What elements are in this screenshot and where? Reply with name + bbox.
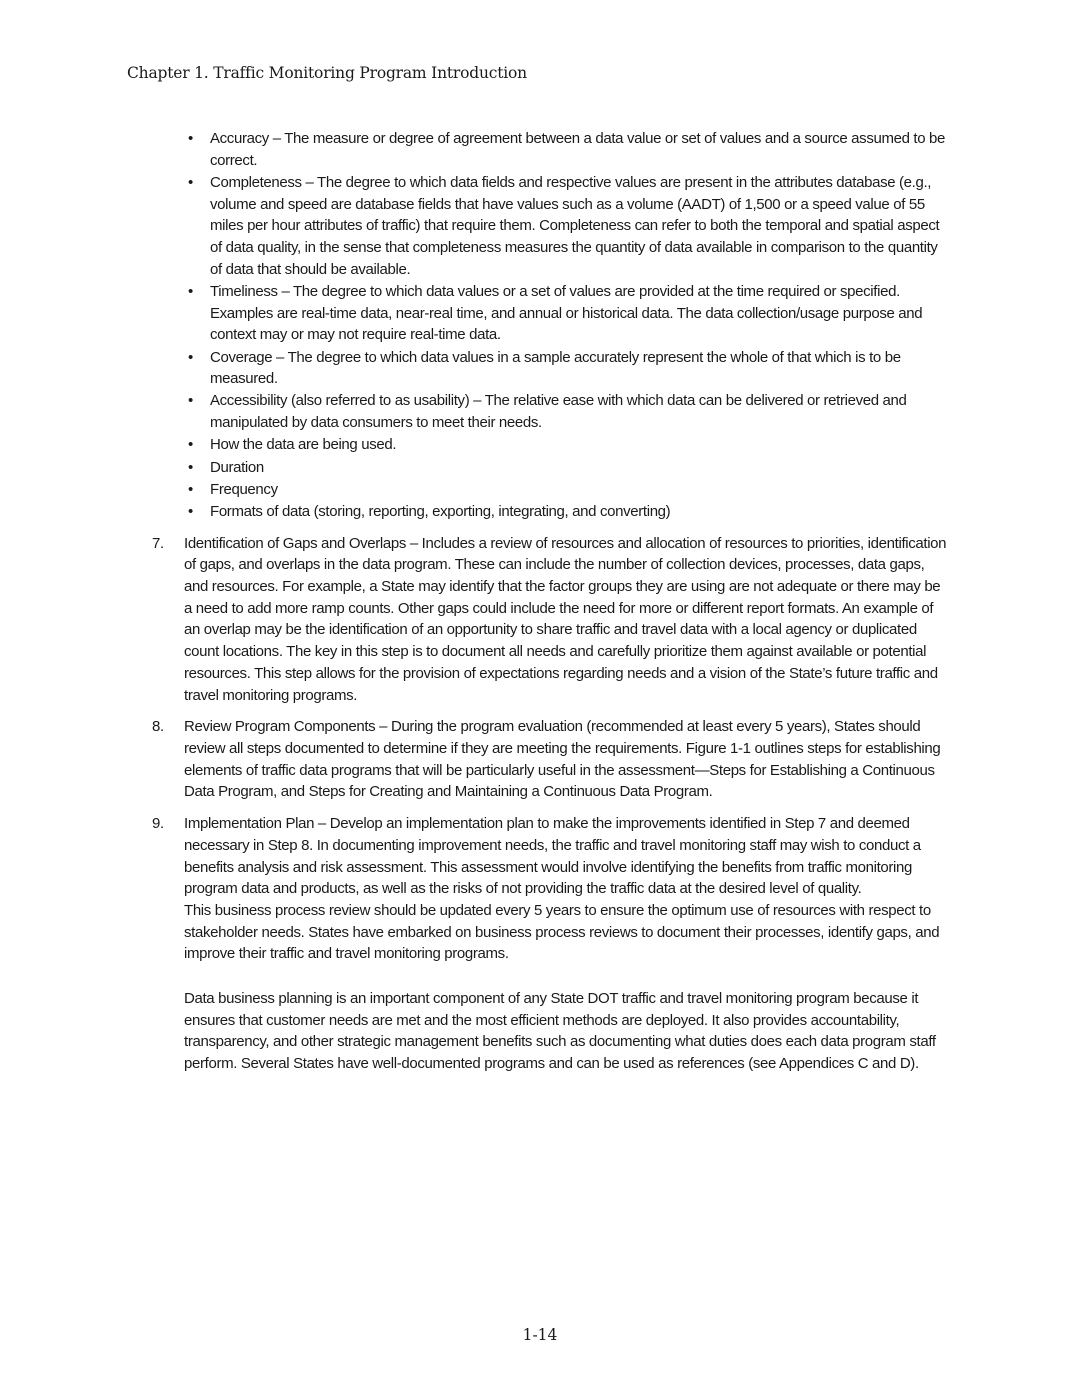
step-item-9: 9. Implementation Plan – Develop an implementation plan to make the improvements identified in Step 7 and deemed necessary in Step 8. In documenting improvement needs, the traffic and travel monitoring staff may wish to conduct a benefits analysis and risk assessment. This assessment would involve identifying the benefits from traffic monitoring program data and products, as well as the risks of not providing the traffic data at the desired level of quality. This business process review should be updated every 5 years to ensure the optimum use of resources with respect to stakeholder needs. States have embarked on business process reviews to document their processes, identify gaps, and improve their traffic and travel monitoring programs. xyxy=(184,813,950,965)
bullet-icon: • xyxy=(188,502,193,520)
step-item-8: 8. Review Program Components – During the program evaluation (recommended at least every 5 years), States should review all steps documented to determine if they are meeting the requirements. Figure 1-1 outlines steps for establishing elements of traffic data programs that will be particularly useful in the assessment—Steps for Establishing a Continuous Data Program, and Steps for Creating and Maintaining a Continuous Data Program. xyxy=(152,718,941,801)
list-item: • Duration xyxy=(210,457,950,479)
bullet-icon: • xyxy=(188,392,193,410)
list-item: • Accuracy – The measure or degree of agreement between a data value or set of values and a source assumed to be correct. xyxy=(188,130,946,169)
list-item: • Coverage – The degree to which data values in a sample accurately represent the whole of that which is to be measured. xyxy=(188,348,901,388)
step-number: 8. xyxy=(152,718,164,736)
chapter-header: Chapter 1. Traffic Monitoring Program Introduction xyxy=(127,64,527,82)
step-item-7: 7. Identification of Gaps and Overlaps – Includes a review of resources and allocation of resources to priorities, identification of gaps, and overlaps in the data program. These can include the number of collection devices, processes, data gaps, and resources. For example, a State may identify that the factor groups they are using are not adequate or there may be a need to add more ramp counts. Other gaps could include the need for more or different report formats. An example of an overlap may be the identification of an opportunity to share traffic and travel data with a local agency or duplicated count locations. The key in this step is to document all needs and carefully prioritize them against available or potential resources. This step allows for the provision of expectations regarding needs and a vision of the State’s future traffic and travel monitoring programs. xyxy=(152,534,947,704)
bullet-icon: • xyxy=(188,480,193,498)
bullet-icon: • xyxy=(188,282,193,300)
list-item: • Formats of data (storing, reporting, exporting, integrating, and converting) xyxy=(210,501,950,523)
list-item: • Frequency xyxy=(210,479,950,501)
step-continuation: This business process review should be updated every 5 years to ensure the optimum use of resources with respect to stakeholder needs. States have embarked on business process reviews to document their processes, identify gaps, and improve their traffic and travel monitoring programs. xyxy=(184,901,940,963)
list-item: • How the data are being used. xyxy=(210,434,950,456)
bullet-icon: • xyxy=(188,173,193,191)
page-body xyxy=(150,128,950,1075)
step-number: 7. xyxy=(152,534,164,552)
bullet-icon: • xyxy=(188,348,193,366)
step-number: 9. xyxy=(152,815,164,833)
page-number: 1-14 xyxy=(522,1326,558,1344)
list-item: • Accessibility (also referred to as usability) – The relative ease with which data can be delivered or retrieved and manipulated by data consumers to meet their needs. xyxy=(188,392,907,432)
bullet-icon: • xyxy=(188,436,193,454)
data-quality-bullet-list xyxy=(150,128,950,523)
list-item: • Completeness – The degree to which data fields and respective values are present in the attributes database (e.g., volume and speed are database fields that have values such as a volume (AADT) of 1,500 or a speed value of 55 miles per hour attributes of traffic) that require them. Completeness can refer to both the temporal and spatial aspect of data quality, in the sense that completeness measures the quantity of data available in comparison to the quantity of data that should be available. xyxy=(188,173,940,278)
bullet-icon: • xyxy=(188,130,193,147)
bullet-icon: • xyxy=(188,458,193,476)
numbered-steps-list xyxy=(150,533,950,965)
closing-paragraph: Data business planning is an important component of any State DOT traffic and travel monitoring program because it ensures that customer needs are met and the most efficient methods are deployed. It also provides accountability, transparency, and other strategic management benefits such as documenting what duties does each data program staff perform. Several States have well-documented programs and can be used as references (see Appendices C and D). xyxy=(184,990,936,1073)
list-item: • Timeliness – The degree to which data values or a set of values are provided at the time required or specified. Examples are real-time data, near-real time, and annual or historical data. The data collection/usage purpose and context may or may not require real-time data. xyxy=(188,282,923,344)
